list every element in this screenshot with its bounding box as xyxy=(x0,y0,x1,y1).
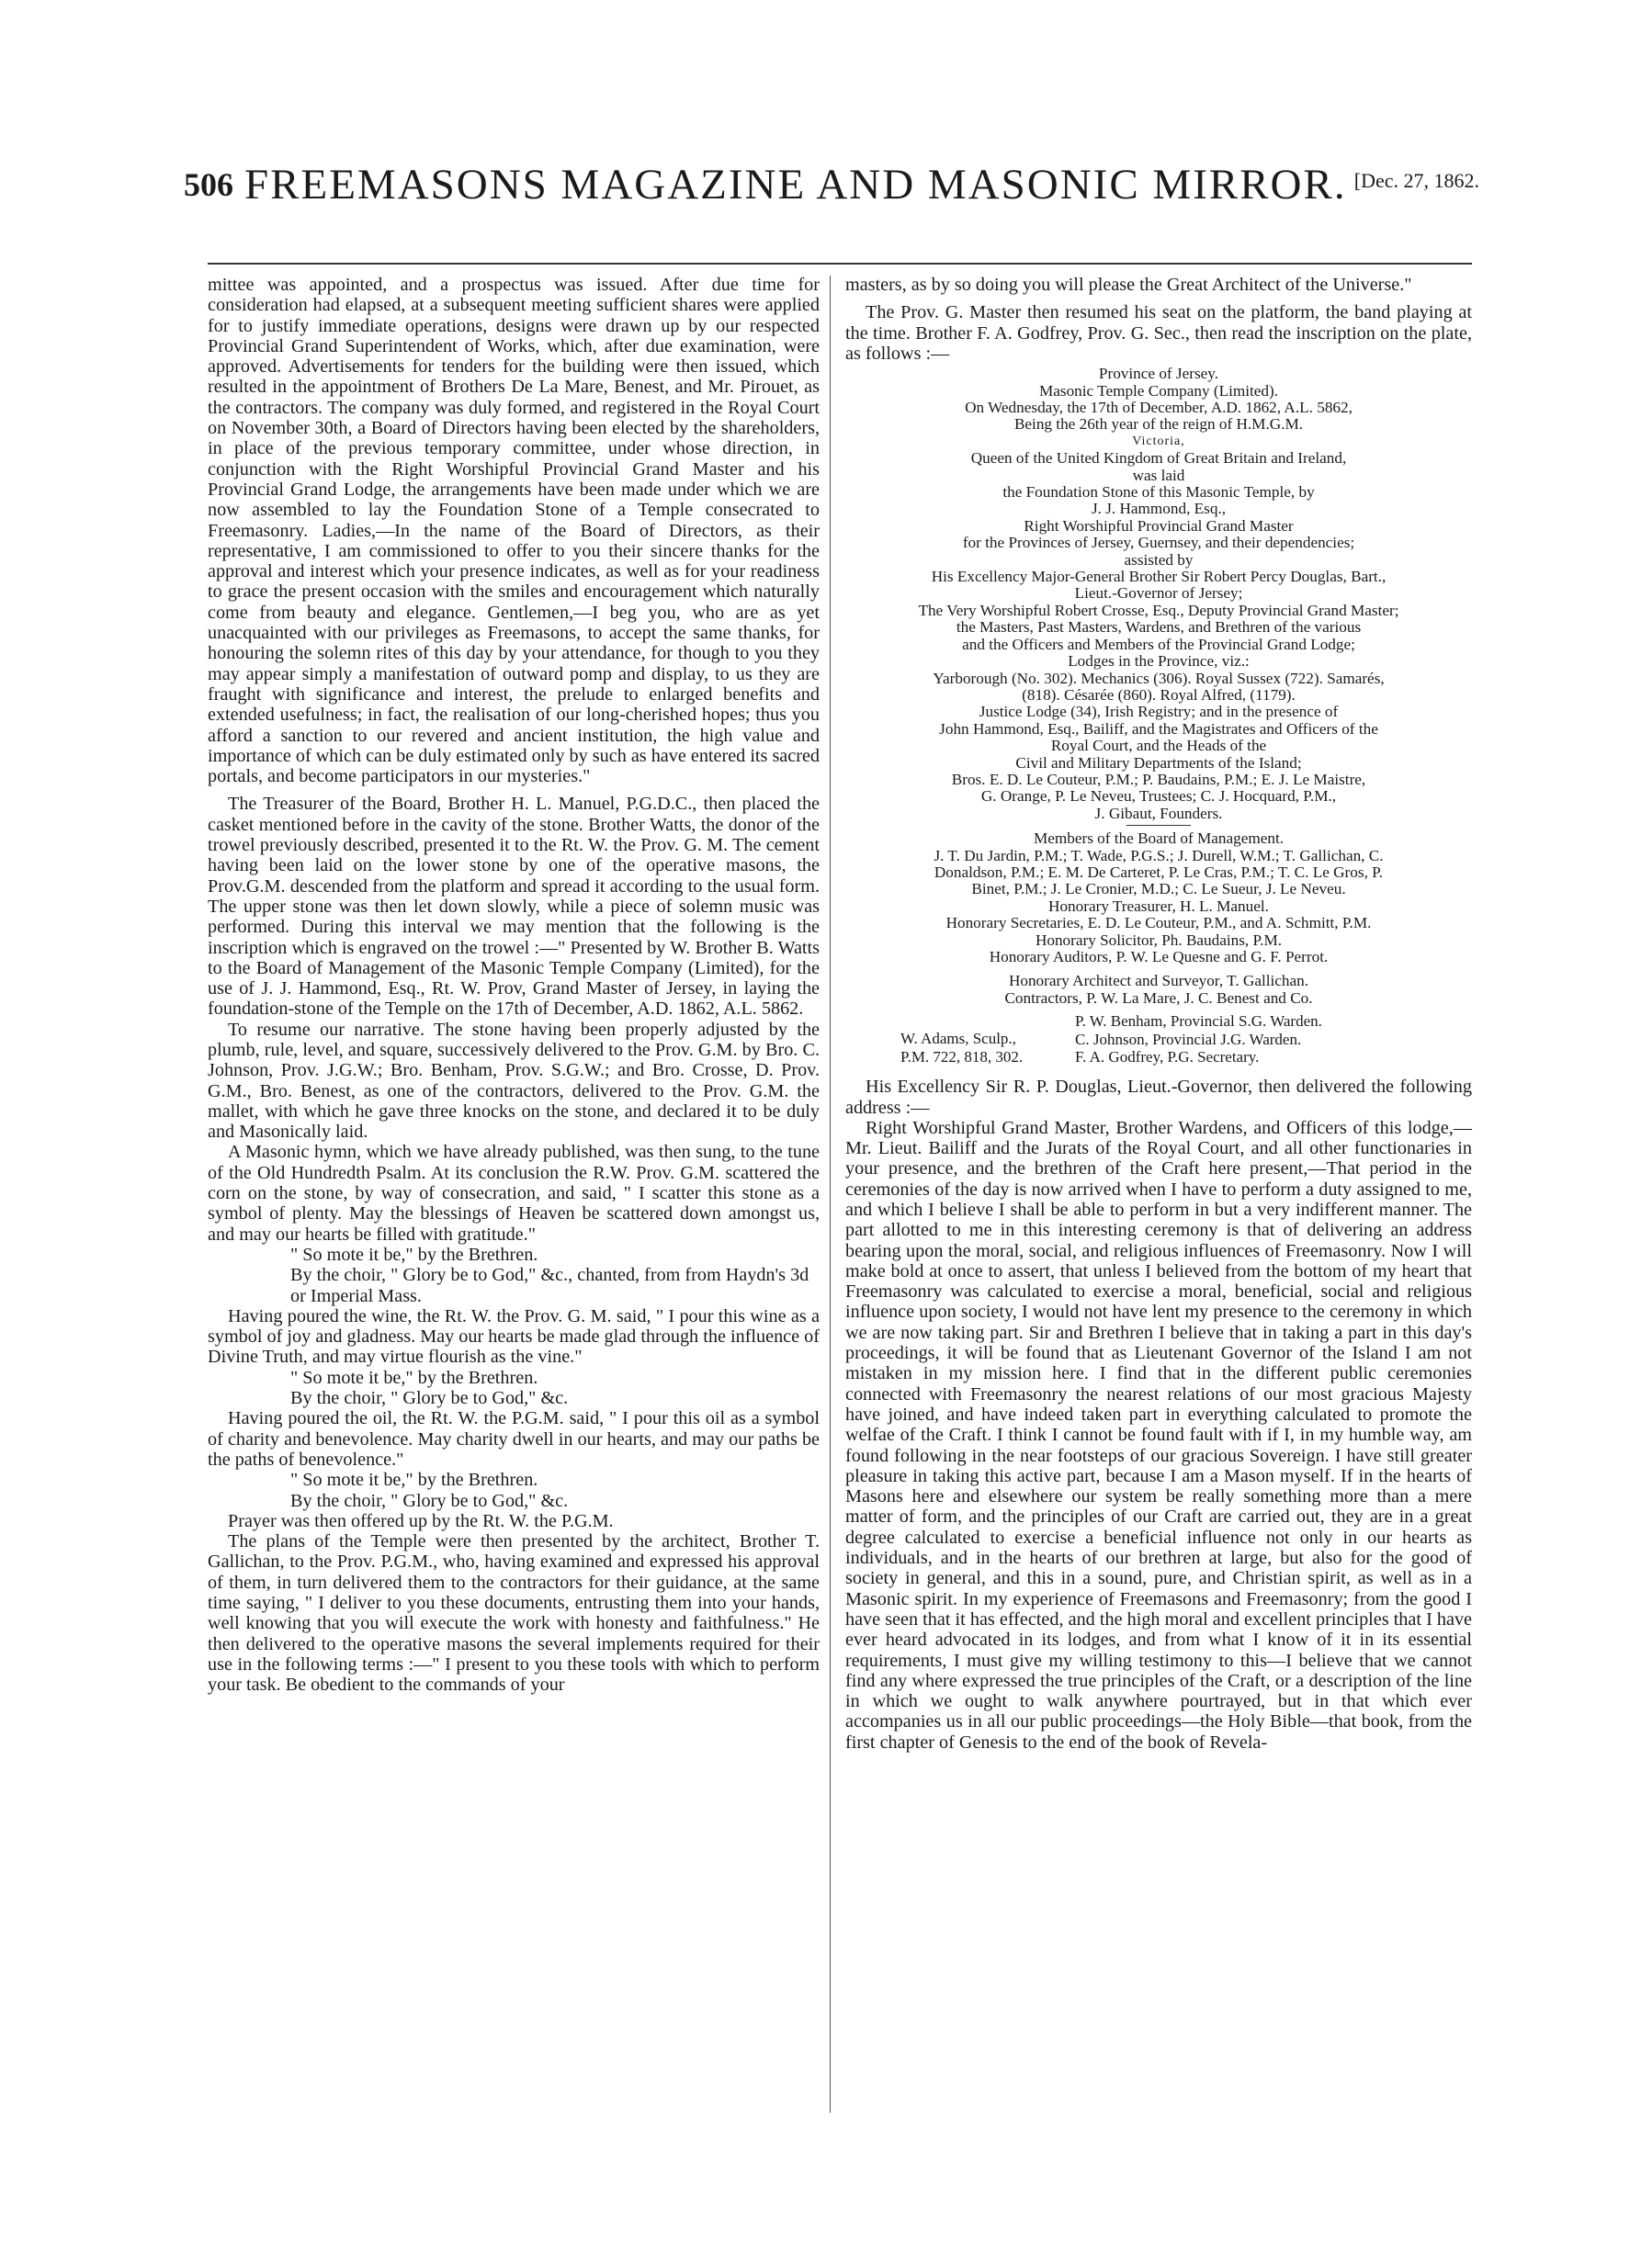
inscription-line: His Excellency Major-General Brother Sir Robert Percy Douglas, Bart., xyxy=(931,568,1387,586)
inscription-line: Queen of the United Kingdom of Great Britain and Ireland, xyxy=(970,449,1347,468)
inscription-line: Province of Jersey. xyxy=(1098,365,1219,383)
paragraph: To resume our narrative. The stone having been properly adjusted by the plumb, rule, level, and square, successively delivered to the Prov. G.M. by Bro. C. Johnson, Prov. J.G.W.; Bro. Benham, Prov. S.G.W.; and Bro. Crosse, D. Prov. G.M., Bro. Benest, as one of the contractors, delivered to the Prov. G.M. the mallet, with which he gave three knocks on the stone, and declared it to be duly and Masonically laid. xyxy=(208,1019,820,1143)
inscription-line: J. T. Du Jardin, P.M.; T. Wade, P.G.S.; J. Durell, W.M.; T. Gallichan, C. xyxy=(934,846,1384,864)
inscription-line: for the Provinces of Jersey, Guernsey, and their dependencies; xyxy=(962,534,1355,552)
inscription-line: Bros. E. D. Le Couteur, P.M.; P. Baudains, P.M.; E. J. Le Maistre, xyxy=(951,770,1366,788)
paragraph: Having poured the wine, the Rt. W. the Prov. G. M. said, " I pour this wine as a symbol of joy and gladness. May our hearts be made glad through the influence of Divine Truth, and may virtue flourish as the vine." xyxy=(208,1305,820,1368)
paragraph: The Prov. G. Master then resumed his seat on the platform, the band playing at the time. Brother F. A. Godfrey, Prov. G. Sec., then read the inscription on the plate, as follows :— xyxy=(845,302,1472,364)
inscription-line: the Masters, Past Masters, Wardens, and Brethren of the various xyxy=(956,618,1362,637)
inscription-line: Binet, P.M.; J. Le Cronier, M.D.; C. Le Sueur, J. Le Neveu. xyxy=(971,880,1346,898)
signature-line: W. Adams, Sculp., xyxy=(900,1030,1016,1048)
inscription-line: Honorary Architect and Surveyor, T. Gallichan. xyxy=(1008,972,1309,990)
inscription-line: Contractors, P. W. La Mare, J. C. Benest and Co. xyxy=(1004,988,1313,1007)
inscription-line: was laid xyxy=(1132,466,1185,484)
inscription-line: Honorary Auditors, P. W. Le Quesne and G. F. Perrot. xyxy=(989,948,1329,965)
inscription-line: Lieut.-Governor of Jersey; xyxy=(1074,584,1243,603)
inscription-line: Honorary Treasurer, H. L. Manuel. xyxy=(1048,897,1269,915)
inscription-line: Victoria, xyxy=(1132,434,1185,448)
divider xyxy=(1126,825,1191,826)
paragraph: mittee was appointed, and a prospectus was issued. After due time for consideration had elapsed, at a subsequent meeting sufficient shares were applied for to justify immediate operations, designs were drawn up by our respected Provincial Grand Superintendent of Works, which, after due examination, were approved. Advertisements for tenders for the building were then issued, which resulted in the appointment of Brothers De La Mare, Benest, and Mr. Pirouet, as the contractors. The company was duly formed, and registered in the Royal Court on November 30th, a Board of Directors having been elected by the shareholders, in place of the previous temporary committee, under whose direction, in conjunction with the Right Worshipful Provincial Grand Master and his Provincial Grand Lodge, the arrangements have been made under which we are now assembled to lay the Foundation Stone of a Temple consecrated to Freemasonry. Ladies,—In the name of the Board of Directors, as their representative, I am commissioned to offer to you their sincere thanks for the approval and interest which your presence indicates, as well as for your readiness to grace the present occasion with the smiles and encouragement which naturally come from beauty and elegance. Gentlemen,—I beg you, who are as yet unacquainted with our privileges as Freemasons, to accept the same thanks, for honouring the solemn rites of this day by your attendance, for though to you they may appear simply a manifestation of outward pomp and display, to us they are fraught with significance and interest, the prelude to enlarged benefits and extended usefulness; in fact, the realisation of our long-cherished hopes; thus you afford a sanction to our revered and ancient institution, the high value and importance of which can be duly estimated only by such as have entered its sacred portals, and become participators in our mysteries." xyxy=(208,275,820,787)
inscription-line: G. Orange, P. Le Neveu, Trustees; C. J. Hocquard, P.M., xyxy=(980,787,1337,806)
inscription-line: Being the 26th year of the reign of H.M.G.M. xyxy=(1013,415,1304,434)
inscription-line: Members of the Board of Management. xyxy=(1033,829,1285,848)
inscription-line: Right Worshipful Provincial Grand Master xyxy=(1024,516,1294,535)
right-column xyxy=(845,275,1472,1753)
choir-line: By the choir, " Glory be to God," &c. xyxy=(290,1490,569,1511)
inscription-line: Honorary Secretaries, E. D. Le Couteur, P.M., and A. Schmitt, P.M. xyxy=(945,914,1372,932)
inscription-line: Justice Lodge (34), Irish Registry; and in the presence of xyxy=(979,703,1339,721)
paragraph: masters, as by so doing you will please the Great Architect of the Universe." xyxy=(845,275,1412,295)
response-line: " So mote it be," by the Brethren. xyxy=(290,1367,538,1388)
inscription-line: Masonic Temple Company (Limited). xyxy=(1038,381,1279,400)
inscription-line: Civil and Military Departments of the Island; xyxy=(1015,753,1302,772)
officer-signatures xyxy=(1075,1012,1322,1066)
page-number: 506 xyxy=(184,166,233,203)
signature-block xyxy=(845,1012,1472,1071)
column-divider xyxy=(830,276,831,2113)
signature-line: P.M. 722, 818, 302. xyxy=(900,1047,1024,1066)
inscription-line: Honorary Solicitor, Ph. Baudains, P.M. xyxy=(1035,931,1283,949)
paragraph: Right Worshipful Grand Master, Brother Wardens, and Officers of this lodge,—Mr. Lieut. Bailiff and the Jurats of the Royal Court, and all other functionaries in your presence, and the brethren of the Craft here present,—That period in the ceremonies of the day is now arrived when I have to perform a duty assigned to me, and which I believe I shall be able to perform in but a very indifferent manner. The part allotted to me in this interesting ceremony is that of delivering an address bearing upon the moral, social, and religious influences of Freemasonry. Now I will make bold at once to assert, that unless I believed from the bottom of my heart that Freemasonry was calculated to exercise a moral, beneficial, social and religious influence upon society, I would not have lent my presence to the ceremony in which we are now taking part. Sir and Brethren I believe that in taking a part in this day's proceedings, it will be found that as Lieutenant Governor of the Island I am not mistaken in my mission here. I find that in the different public ceremonies connected with Freemasonry the nearest relations of our most gracious Majesty have joined, and have indeed taken part in everything calculated to promote the welfae of the Craft. I think I cannot be found fault with if I, in my humble way, am found following in the near footsteps of our gracious Sovereign. I have still greater pleasure in taking this active part, because I am a Mason myself. If in the hearts of Masons here and elsewhere our system be really something more than a mere matter of form, and the principles of our Craft are carried out, they are in a great degree calculated to exercise a beneficial influence not only in our hearts as individuals, and in the hearts of our brethren at large, but also for the good of society in general, and this in a sound, pure, and Christian spirit, as well as in a Masonic spirit. In my experience of Freemasons and Freemasonry; from the good I have seen that it has effected, and the high moral and excellent principles that I have ever heard advocated in its lodges, and from what I know of it in its essential requirements, I must give my willing testimony to this—I believe that we cannot find any where expressed the true principles of the Craft, or a description of the line in which we ought to walk anywhere pourtrayed, but in that which ever accompanies us in all our public proceedings—the Holy Bible—that book, from the first chapter of Genesis to the end of the book of Revela- xyxy=(845,1117,1472,1753)
choir-line: By the choir, " Glory be to God," &c. xyxy=(290,1388,569,1409)
signature-line: P. W. Benham, Provincial S.G. Warden. xyxy=(1075,1012,1322,1031)
engraver-credit xyxy=(900,1030,1023,1066)
signature-line: F. A. Godfrey, P.G. Secretary. xyxy=(1075,1048,1260,1066)
inscription-line: J. Gibaut, Founders. xyxy=(1094,804,1223,822)
response-line: " So mote it be," by the Brethren. xyxy=(290,1244,538,1265)
header-rule xyxy=(208,263,1472,265)
inscription-line: The Very Worshipful Robert Crosse, Esq., Deputy Provincial Grand Master; xyxy=(918,601,1399,619)
issue-date: [Dec. 27, 1862. xyxy=(1353,169,1479,192)
signature-line: C. Johnson, Provincial J.G. Warden. xyxy=(1075,1030,1302,1048)
page-header xyxy=(184,160,1479,215)
paragraph: A Masonic hymn, which we have already published, was then sung, to the tune of the Old Hundredth Psalm. At its conclusion the R.W. Prov. G.M. scattered the corn on the stone, by way of consecration, and said, " I scatter this stone as a symbol of plenty. May the blessings of Heaven be scattered down amongst us, and may our hearts be filled with gratitude." xyxy=(208,1142,820,1245)
paragraph: His Excellency Sir R. P. Douglas, Lieut.-Governor, then delivered the following address :— xyxy=(845,1077,1472,1118)
inscription-line: assisted by xyxy=(1124,550,1194,569)
inscription-line: and the Officers and Members of the Provincial Grand Lodge; xyxy=(962,635,1355,653)
inscription-line: J. J. Hammond, Esq., xyxy=(1091,500,1227,518)
left-column xyxy=(208,275,820,1695)
paragraph: The Treasurer of the Board, Brother H. L. Manuel, P.G.D.C., then placed the casket mentioned before in the cavity of the stone. Brother Watts, the donor of the trowel previously described, presented it to the Rt. W. the Prov. G. M. The cement having been laid on the lower stone by one of the operative masons, the Prov.G.M. descended from the platform and spread it according to the usual form. The upper stone was then let down slowly, while a piece of solemn music was performed. During this interval we may mention that the following is the inscription which is engraved on the trowel :—" Presented by W. Brother B. Watts to the Board of Management of the Masonic Temple Company (Limited), for the use of J. J. Hammond, Esq., Rt. W. Prov, Grand Master of Jersey, in laying the foundation-stone of the Temple on the 17th of December, A.D. 1862, A.L. 5862. xyxy=(208,794,820,1020)
inscription-line: Royal Court, and the Heads of the xyxy=(1050,737,1267,755)
inscription-line: (818). Césarée (860). Royal Alfred, (1179). xyxy=(1022,685,1296,704)
inscription-line: Yarborough (No. 302). Mechanics (306). Royal Sussex (722). Samarés, xyxy=(933,669,1385,687)
inscription-line: Donaldson, P.M.; E. M. De Carteret, P. Le Cras, P.M.; T. C. Le Gros, P. xyxy=(934,863,1384,881)
inscription-line: John Hammond, Esq., Bailiff, and the Magistrates and Officers of the xyxy=(939,719,1378,738)
paragraph: The plans of the Temple were then presented by the architect, Brother T. Gallichan, to the Prov. P.G.M., who, having examined and expressed his approval of them, in turn delivered them to the contractors for their guidance, at the same time saying, " I deliver to you these documents, entrusting them into your hands, well knowing that you will execute the work with honesty and faithfulness." He then delivered to the operative masons the several implements required for their use in the following terms :—" I present to you these tools with which to perform your task. Be obedient to the commands of your xyxy=(208,1531,820,1696)
inscription-line: Lodges in the Province, viz.: xyxy=(1068,652,1250,671)
masthead-title: FREEMASONS MAGAZINE AND MASONIC MIRROR. xyxy=(244,161,1347,209)
inscription-line: On Wednesday, the 17th of December, A.D. 1862, A.L. 5862, xyxy=(965,399,1353,416)
paragraph: Prayer was then offered up by the Rt. W. the P.G.M. xyxy=(228,1510,614,1531)
paragraph: Having poured the oil, the Rt. W. the P.G.M. said, " I pour this oil as a symbol of charity and benevolence. May charity dwell in our hearts, and may our paths be the paths of benevolence." xyxy=(208,1408,820,1470)
choir-line: By the choir, " Glory be to God," &c., chanted, from from Haydn's 3d or Imperial Mass. xyxy=(290,1265,809,1306)
plate-inscription xyxy=(845,366,1472,1007)
inscription-line: the Foundation Stone of this Masonic Temple, by xyxy=(1002,483,1315,502)
response-line: " So mote it be," by the Brethren. xyxy=(290,1470,538,1491)
